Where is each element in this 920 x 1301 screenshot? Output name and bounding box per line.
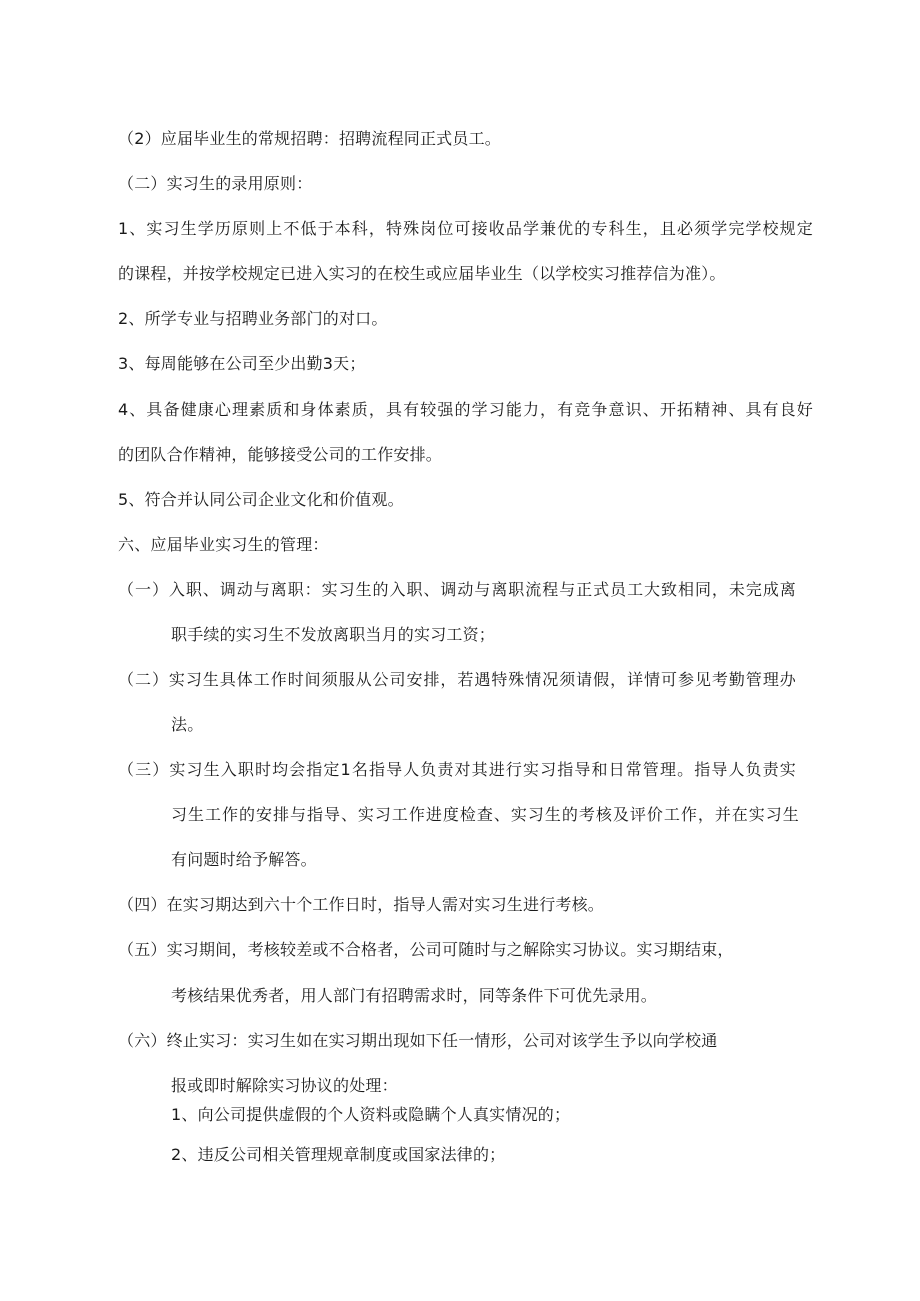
- paragraph-line: 的课程，并按学校规定已进入实习的在校生或应届毕业生（以学校实习推荐信为准）。: [118, 264, 726, 283]
- paragraph-line: （2）应届毕业生的常规招聘：招聘流程同正式员工。: [118, 129, 501, 148]
- paragraph-line: 5、符合并认同公司企业文化和价值观。: [118, 490, 404, 509]
- paragraph-line: 报或即时解除实习协议的处理：: [171, 1076, 398, 1095]
- paragraph-line: （四）在实习期达到六十个工作日时，指导人需对实习生进行考核。: [118, 895, 605, 914]
- section-heading: （二）实习生的录用原则：: [118, 174, 313, 193]
- paragraph-line: （三）实习生入职时均会指定1名指导人负责对其进行实习指导和日常管理。指导人负责实: [118, 760, 796, 779]
- paragraph-line: 习生工作的安排与指导、实习工作进度检查、实习生的考核及评价工作，并在实习生: [171, 805, 799, 824]
- list-item: 1、向公司提供虚假的个人资料或隐瞒个人真实情况的；: [171, 1105, 571, 1124]
- paragraph-line: 1、实习生学历原则上不低于本科，特殊岗位可接收品学兼优的专科生，且必须学完学校规定: [118, 219, 813, 238]
- paragraph-line: 3、每周能够在公司至少出勤3天；: [118, 354, 366, 373]
- paragraph-line: 的团队合作精神，能够接受公司的工作安排。: [118, 445, 443, 464]
- paragraph-line: 有问题时给予解答。: [171, 850, 317, 869]
- paragraph-line: （一）入职、调动与离职：实习生的入职、调动与离职流程与正式员工大致相同，未完成离: [118, 580, 796, 599]
- paragraph-line: 职手续的实习生不发放离职当月的实习工资；: [171, 625, 496, 644]
- section-heading: 六、应届毕业实习生的管理：: [118, 535, 329, 554]
- paragraph-line: （五）实习期间，考核较差或不合格者，公司可随时与之解除实习协议。实习期结束，: [118, 940, 734, 959]
- paragraph-line: 2、所学专业与招聘业务部门的对口。: [118, 309, 388, 328]
- paragraph-line: （二）实习生具体工作时间须服从公司安排，若遇特殊情况须请假，详情可参见考勤管理办: [118, 670, 796, 689]
- paragraph-line: 法。: [171, 715, 204, 734]
- list-item: 2、违反公司相关管理规章制度或国家法律的；: [171, 1145, 506, 1164]
- paragraph-line: 4、具备健康心理素质和身体素质，具有较强的学习能力，有竞争意识、开拓精神、具有良好: [118, 400, 813, 419]
- paragraph-line: 考核结果优秀者，用人部门有招聘需求时，同等条件下可优先录用。: [171, 986, 658, 1005]
- paragraph-line: （六）终止实习：实习生如在实习期出现如下任一情形，公司对该学生予以向学校通: [118, 1031, 718, 1050]
